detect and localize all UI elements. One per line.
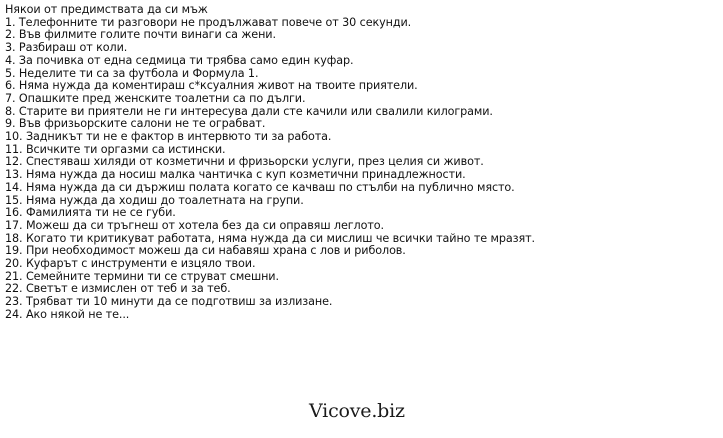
list-item-17: 17. Можеш да си тръгнеш от хотела без да си оправяш леглото. <box>5 218 384 232</box>
list-item-11: 11. Всичките ти оргазми са истински. <box>5 142 226 156</box>
list-heading: Някои от предимствата да си мъж <box>5 3 208 16</box>
list-item-9: 9. Във фризьорските салони не те ограбват. <box>5 117 266 131</box>
list-item-5: 5. Неделите ти са за футбола и Формула 1. <box>5 66 259 80</box>
list-item-10: 10. Задникът ти не е фактор в интервюто ти за работа. <box>5 130 332 144</box>
list-item-12: 12. Спестяваш хиляди от козметични и фризьорски услуги, през целия си живот. <box>5 155 484 169</box>
list-item-19: 19. При необходимост можеш да си набавяш храна с лов и риболов. <box>5 244 406 258</box>
text-list <box>5 4 719 322</box>
list-item-16: 16. Фамилията ти не се губи. <box>5 206 176 220</box>
list-item-4: 4. За почивка от една седмица ти трябва само един куфар. <box>5 53 354 67</box>
list-item-7: 7. Опашките пред женските тоалетни са по дълги. <box>5 91 306 105</box>
list-item-22: 22. Светът е измислен от теб и за теб. <box>5 282 231 296</box>
site-watermark: Vicove.biz <box>309 400 405 422</box>
list-item-15: 15. Няма нужда да ходиш до тоалетната на групи. <box>5 193 304 207</box>
list-item-2: 2. Във филмите голите почти винаги са жени. <box>5 28 276 42</box>
list-item-3: 3. Разбираш от коли. <box>5 41 128 55</box>
list-item-14: 14. Няма нужда да си държиш полата когато се качваш по стълби на публично място. <box>5 180 515 194</box>
list-item-8: 8. Старите ви приятели не ги интересува дали сте качили или свалили килограми. <box>5 104 493 118</box>
list-item-20: 20. Куфарът с инструменти е изцяло твои. <box>5 257 256 271</box>
list-item-13: 13. Няма нужда да носиш малка чантичка с куп козметични принадлежности. <box>5 168 466 182</box>
list-item-18: 18. Когато ти критикуват работата, няма нужда да си мислиш че всички тайно те мразят. <box>5 231 535 245</box>
list-item-23: 23. Трябват ти 10 минути да се подготвиш за излизане. <box>5 295 333 309</box>
list-item-1: 1. Телефонните ти разговори не продължават повече от 30 секунди. <box>5 15 412 29</box>
list-item-6: 6. Няма нужда да коментираш с*ксуалния живот на твоите приятели. <box>5 79 418 93</box>
list-item-24: 24. Ако някой не те... <box>5 307 130 321</box>
list-item-21: 21. Семейните термини ти се струват смешни. <box>5 269 279 283</box>
